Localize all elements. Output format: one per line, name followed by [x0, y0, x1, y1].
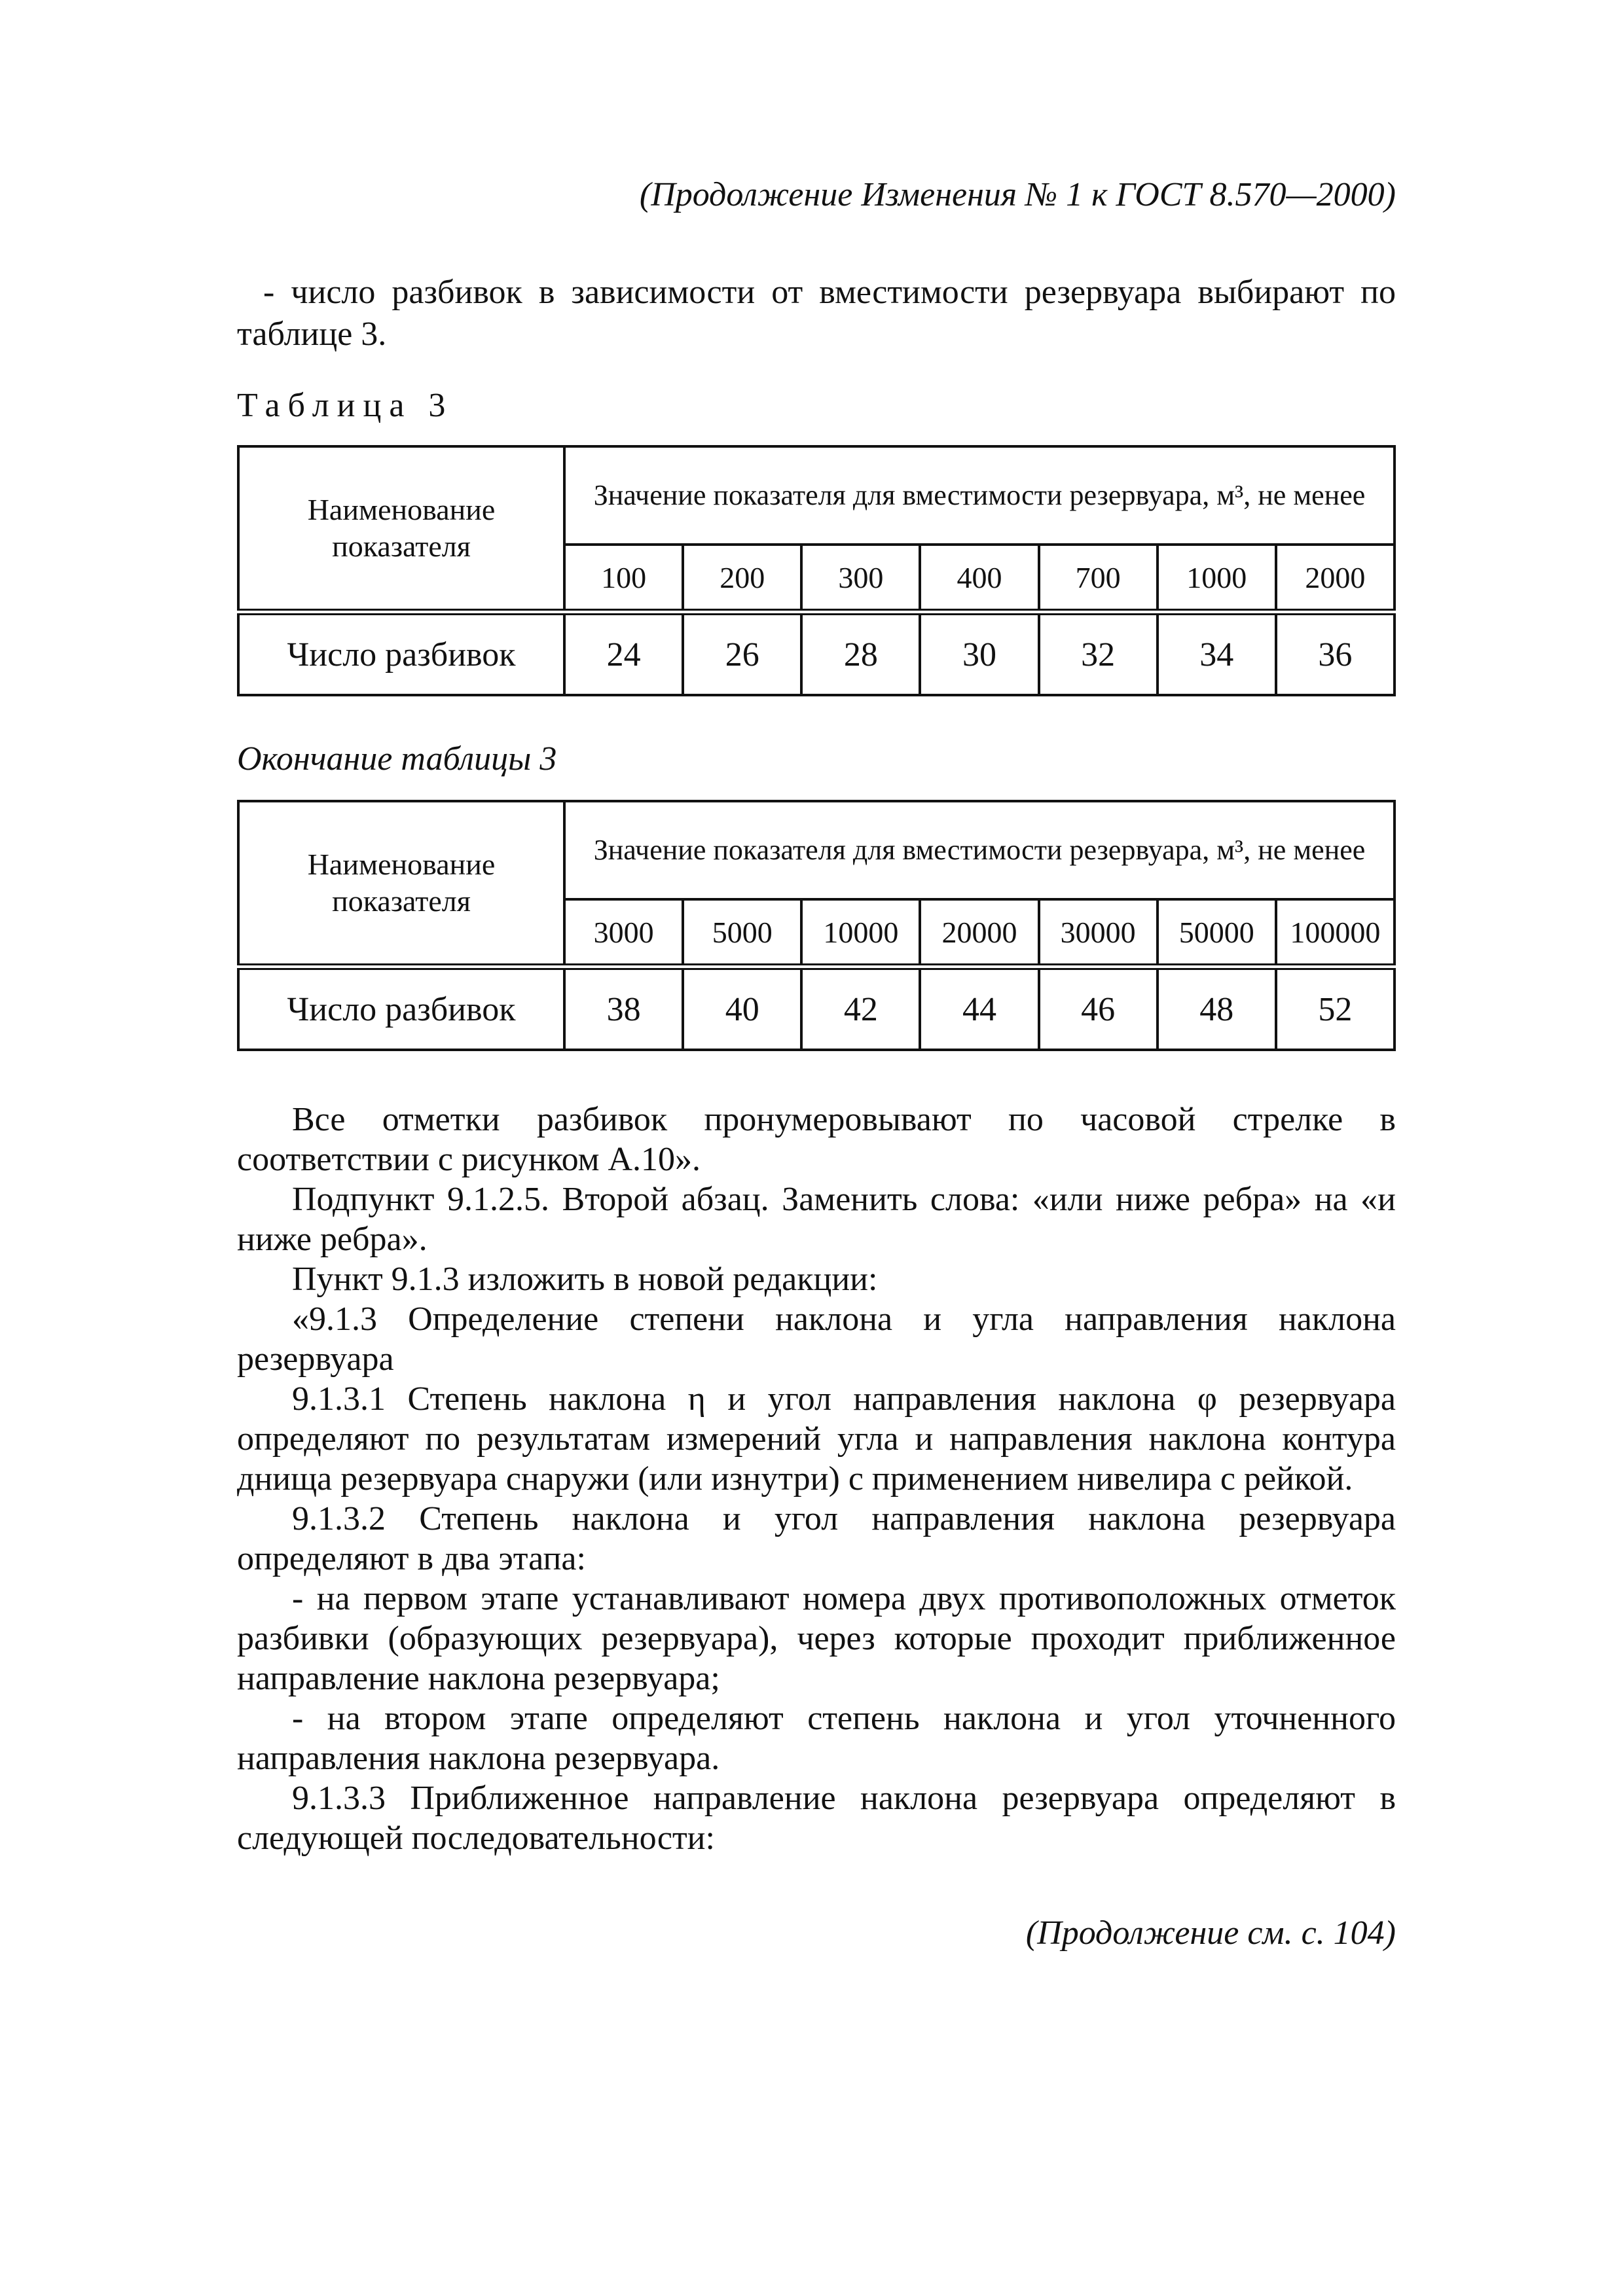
table-label: Таблица 3 — [237, 387, 454, 424]
paragraph: Подпункт 9.1.2.5. Второй абзац. Заменить слова: «или ниже ребра» на «и ниже ребра». — [237, 1181, 1396, 1258]
capacity-cell: 30000 — [1039, 899, 1158, 967]
paragraph: «9.1.3 Определение степени наклона и угла направления наклона резервуара — [237, 1300, 1396, 1378]
value-cell: 42 — [801, 967, 920, 1050]
capacity-cell: 5000 — [683, 899, 801, 967]
row-name: Число разбивок — [238, 967, 564, 1050]
intro-paragraph: - число разбивок в зависимости от вместимости резервуара выбирают по таблице 3. — [237, 274, 1396, 353]
value-cell: 38 — [564, 967, 683, 1050]
capacity-cell: 100000 — [1276, 899, 1395, 967]
value-cell: 30 — [920, 612, 1038, 695]
paragraph: 9.1.3.2 Степень наклона и угол направления наклона резервуара определяют в два этапа: — [237, 1500, 1396, 1577]
group-header: Значение показателя для вместимости резервуара, м³, не менее — [564, 801, 1395, 899]
table-3-end — [237, 800, 1396, 1051]
capacity-cell: 400 — [920, 545, 1038, 612]
page-header: (Продолжение Изменения № 1 к ГОСТ 8.570—2000) — [639, 176, 1396, 213]
column-header-name: Наименование показателя — [238, 801, 564, 967]
capacity-cell: 1000 — [1158, 545, 1276, 612]
paragraph: - на первом этапе устанавливают номера двух противоположных отметок разбивки (образующих резервуара), через которые проходит приближенное направление наклона резервуара; — [237, 1580, 1396, 1697]
body-text — [237, 1100, 1396, 1858]
capacity-cell: 300 — [801, 545, 920, 612]
value-cell: 44 — [920, 967, 1038, 1050]
value-cell: 24 — [564, 612, 683, 695]
capacity-cell: 3000 — [564, 899, 683, 967]
capacity-cell: 50000 — [1158, 899, 1276, 967]
capacity-cell: 700 — [1039, 545, 1158, 612]
value-cell: 46 — [1039, 967, 1158, 1050]
row-name: Число разбивок — [238, 612, 564, 695]
table-3 — [237, 445, 1396, 696]
value-cell: 40 — [683, 967, 801, 1050]
value-cell: 34 — [1158, 612, 1276, 695]
capacity-cell: 20000 — [920, 899, 1038, 967]
paragraph: 9.1.3.1 Степень наклона η и угол направления наклона φ резервуара определяют по результатам измерений угла и направления наклона контура днища резервуара снаружи (или изнутри) с применением нивелира с рейкой. — [237, 1380, 1396, 1498]
page-footer: (Продолжение см. с. 104) — [1025, 1914, 1396, 1952]
capacity-cell: 200 — [683, 545, 801, 612]
value-cell: 36 — [1276, 612, 1395, 695]
paragraph: Пункт 9.1.3 изложить в новой редакции: — [292, 1261, 878, 1298]
capacity-cell: 2000 — [1276, 545, 1395, 612]
table-continuation-label: Окончание таблицы 3 — [237, 740, 557, 778]
value-cell: 26 — [683, 612, 801, 695]
capacity-cell: 10000 — [801, 899, 920, 967]
group-header: Значение показателя для вместимости резервуара, м³, не менее — [564, 446, 1395, 545]
paragraph: - на втором этапе определяют степень наклона и угол уточненного направления наклона резервуара. — [237, 1700, 1396, 1777]
intro-text — [237, 272, 1396, 355]
column-header-name: Наименование показателя — [238, 446, 564, 612]
paragraph: Все отметки разбивок пронумеровывают по часовой стрелке в соответствии с рисунком А.10». — [237, 1101, 1396, 1178]
value-cell: 28 — [801, 612, 920, 695]
value-cell: 32 — [1039, 612, 1158, 695]
value-cell: 48 — [1158, 967, 1276, 1050]
value-cell: 52 — [1276, 967, 1395, 1050]
capacity-cell: 100 — [564, 545, 683, 612]
paragraph: 9.1.3.3 Приближенное направление наклона резервуара определяют в следующей последовательности: — [237, 1780, 1396, 1857]
